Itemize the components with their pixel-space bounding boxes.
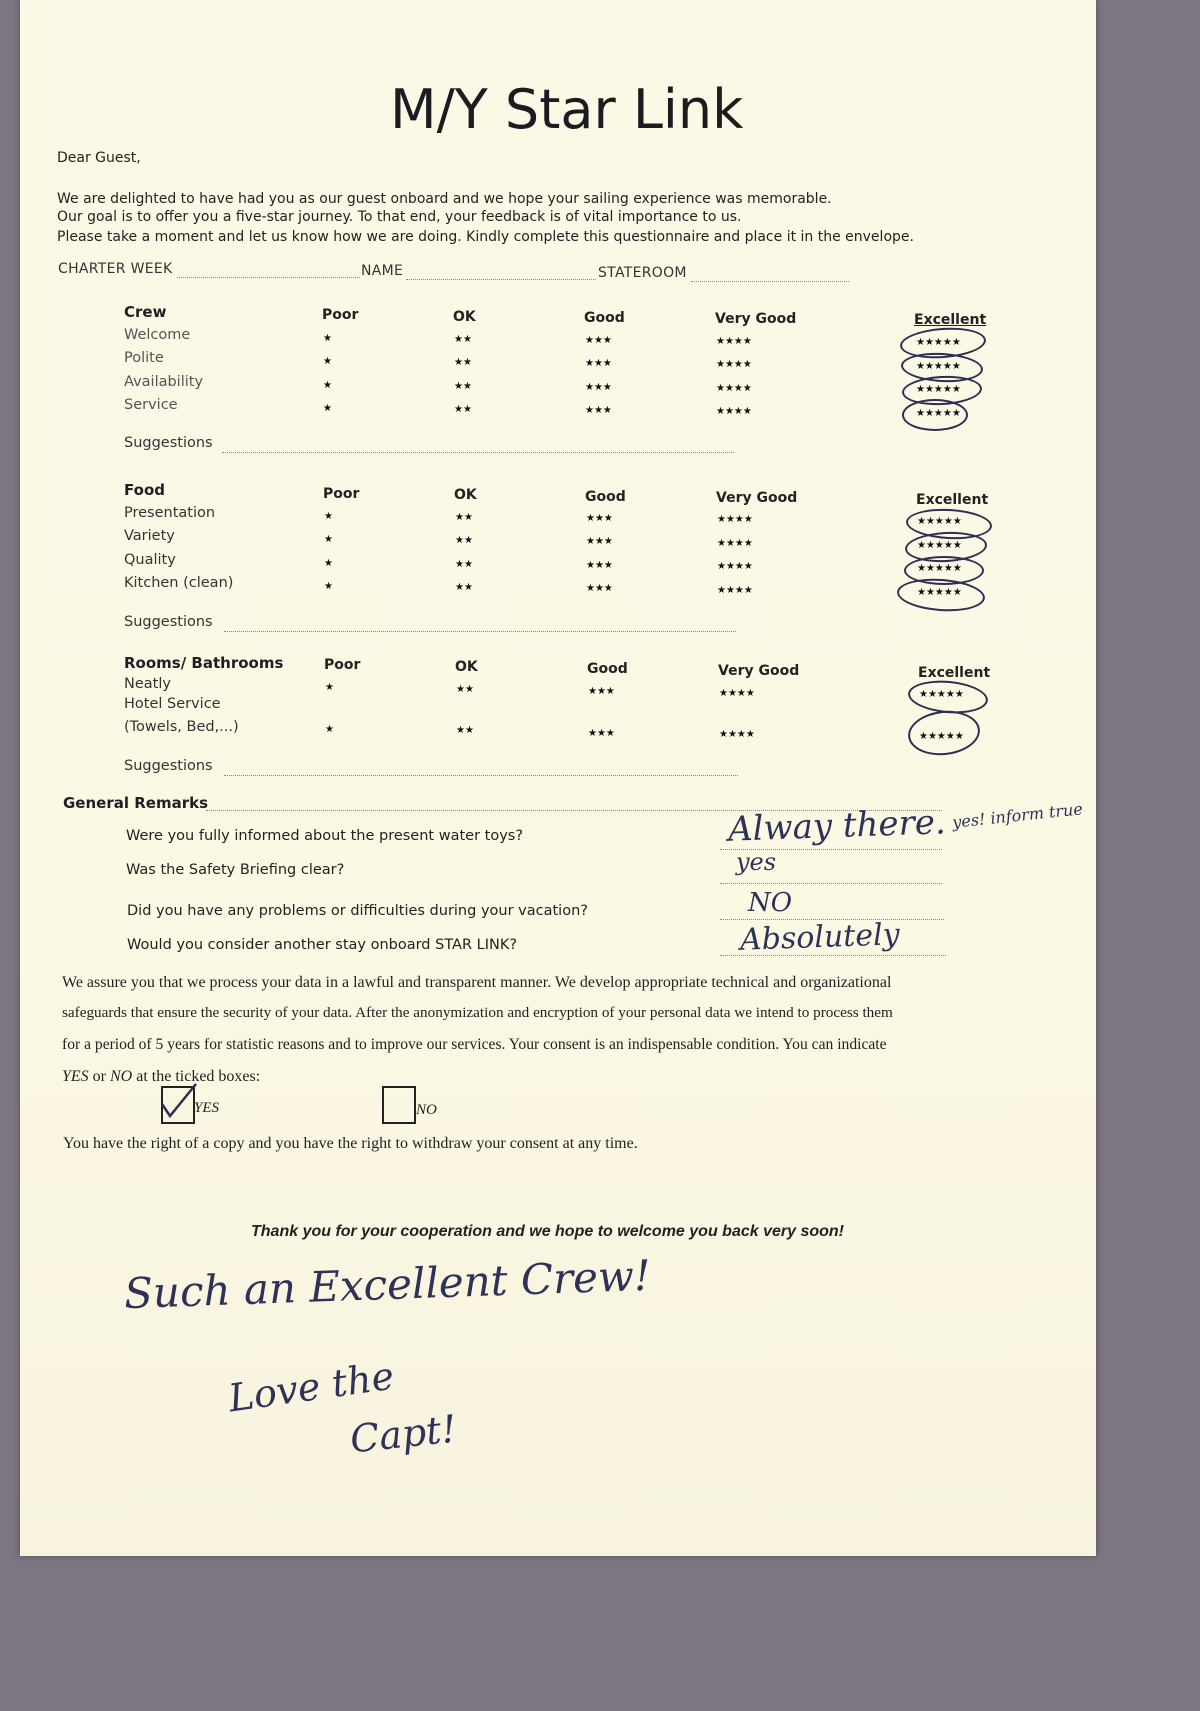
- rooms-col-good: Good: [587, 661, 628, 677]
- questionnaire-sheet: [20, 0, 1096, 1556]
- food-section-title: Food: [124, 481, 165, 499]
- food-quality-good[interactable]: ★★★: [586, 560, 613, 571]
- crew-service-excellent[interactable]: ★★★★★: [916, 408, 961, 419]
- food-col-poor: Poor: [323, 486, 360, 502]
- food-item-presentation: Presentation: [124, 505, 216, 521]
- crew-polite-ok[interactable]: ★★: [454, 357, 472, 368]
- charter-week-field[interactable]: [177, 277, 360, 278]
- food-item-quality: Quality: [124, 552, 176, 568]
- rooms-neatly-very-good[interactable]: ★★★★: [719, 688, 755, 699]
- stateroom-label: STATEROOM: [598, 265, 687, 281]
- crew-suggestions-field[interactable]: [222, 452, 734, 453]
- handwritten-note-crew: Such an Excellent Crew!: [123, 1250, 652, 1319]
- crew-item-service: Service: [124, 397, 178, 413]
- crew-polite-excellent[interactable]: ★★★★★: [916, 361, 961, 372]
- crew-availability-poor[interactable]: ★: [323, 380, 332, 391]
- consent-no-label: NO: [416, 1102, 437, 1118]
- crew-col-very-good: Very Good: [715, 311, 797, 327]
- food-col-good: Good: [585, 489, 626, 505]
- food-kitchen-poor[interactable]: ★: [324, 581, 333, 592]
- crew-availability-good[interactable]: ★★★: [585, 382, 612, 393]
- crew-service-good[interactable]: ★★★: [585, 405, 612, 416]
- consent-yes-label: YES: [194, 1100, 220, 1116]
- answer-safety-briefing-field[interactable]: [720, 883, 942, 884]
- food-suggestions-field[interactable]: [224, 631, 736, 632]
- intro-line-3: Please take a moment and let us know how we are doing. Kindly complete this questionnaire and place it in the envelope.: [57, 229, 914, 245]
- intro-line-1: We are delighted to have had you as our guest onboard and we hope your sailing experience was memorable.: [57, 191, 832, 207]
- rooms-service-selection-circle: [906, 707, 982, 758]
- food-quality-excellent[interactable]: ★★★★★: [917, 563, 962, 574]
- crew-availability-excellent[interactable]: ★★★★★: [916, 384, 961, 395]
- crew-col-poor: Poor: [322, 307, 359, 323]
- food-variety-good[interactable]: ★★★: [586, 536, 613, 547]
- name-label: NAME: [361, 263, 404, 279]
- rooms-service-poor[interactable]: ★: [325, 724, 334, 735]
- crew-item-availability: Availability: [124, 374, 204, 390]
- food-variety-excellent[interactable]: ★★★★★: [917, 540, 962, 551]
- crew-col-good: Good: [584, 310, 625, 326]
- food-variety-ok[interactable]: ★★: [455, 535, 473, 546]
- rooms-neatly-ok[interactable]: ★★: [456, 684, 474, 695]
- privacy-rights: You have the right of a copy and you have the right to withdraw your consent at any time.: [63, 1135, 638, 1152]
- question-problems: Did you have any problems or difficulties during your vacation?: [127, 903, 588, 919]
- rooms-neatly-good[interactable]: ★★★: [588, 686, 615, 697]
- question-another-stay: Would you consider another stay onboard STAR LINK?: [127, 937, 518, 953]
- name-field[interactable]: [406, 279, 596, 280]
- crew-item-polite: Polite: [124, 350, 164, 366]
- food-kitchen-good[interactable]: ★★★: [586, 583, 613, 594]
- rooms-col-poor: Poor: [324, 657, 361, 673]
- rooms-neatly-poor[interactable]: ★: [325, 682, 334, 693]
- rooms-suggestions-field[interactable]: [224, 775, 738, 776]
- intro-line-2: Our goal is to offer you a five-star journey. To that end, your feedback is of vital importance to us.: [57, 209, 742, 225]
- privacy-yes-word: YES: [62, 1068, 89, 1085]
- food-presentation-very-good[interactable]: ★★★★: [717, 514, 753, 525]
- food-presentation-excellent[interactable]: ★★★★★: [917, 516, 962, 527]
- rooms-section-title: Rooms/ Bathrooms: [124, 654, 284, 672]
- crew-availability-very-good[interactable]: ★★★★: [716, 383, 752, 394]
- rooms-item-towels-bed: (Towels, Bed,...): [124, 719, 239, 735]
- food-variety-very-good[interactable]: ★★★★: [717, 538, 753, 549]
- food-presentation-good[interactable]: ★★★: [586, 513, 613, 524]
- food-quality-ok[interactable]: ★★: [455, 559, 473, 570]
- rooms-col-excellent: Excellent: [918, 665, 991, 681]
- crew-service-ok[interactable]: ★★: [454, 404, 472, 415]
- greeting: Dear Guest,: [57, 150, 141, 166]
- food-quality-poor[interactable]: ★: [324, 558, 333, 569]
- question-safety-briefing: Was the Safety Briefing clear?: [126, 862, 345, 878]
- rooms-neatly-excellent[interactable]: ★★★★★: [919, 689, 964, 700]
- crew-polite-poor[interactable]: ★: [323, 356, 332, 367]
- crew-welcome-excellent[interactable]: ★★★★★: [916, 337, 961, 348]
- privacy-line-2: safeguards that ensure the security of your data. After the anonymization and encryption of your personal data we intend to process them: [62, 1004, 893, 1021]
- crew-col-ok: OK: [453, 309, 476, 325]
- rooms-col-ok: OK: [455, 659, 478, 675]
- food-variety-poor[interactable]: ★: [324, 534, 333, 545]
- handwritten-note-capt: Capt!: [347, 1406, 459, 1462]
- rooms-service-very-good[interactable]: ★★★★: [719, 729, 755, 740]
- crew-col-excellent: Excellent: [914, 312, 987, 328]
- food-presentation-poor[interactable]: ★: [324, 511, 333, 522]
- privacy-tail: at the ticked boxes:: [132, 1068, 261, 1085]
- handwritten-answer-problems: NO: [748, 888, 793, 918]
- charter-week-label: CHARTER WEEK: [58, 261, 173, 277]
- handwritten-note-love: Love the: [225, 1353, 397, 1421]
- crew-service-very-good[interactable]: ★★★★: [716, 406, 752, 417]
- crew-polite-very-good[interactable]: ★★★★: [716, 359, 752, 370]
- general-remarks-title: General Remarks: [63, 794, 208, 812]
- handwritten-margin-note: yes! inform true: [951, 799, 1084, 832]
- page-title: M/Y Star Link: [390, 78, 744, 141]
- food-presentation-ok[interactable]: ★★: [455, 512, 473, 523]
- food-quality-very-good[interactable]: ★★★★: [717, 561, 753, 572]
- rooms-col-very-good: Very Good: [718, 663, 800, 679]
- food-item-variety: Variety: [124, 528, 175, 544]
- stateroom-field[interactable]: [691, 281, 849, 282]
- rooms-service-good[interactable]: ★★★: [588, 728, 615, 739]
- privacy-no-word: NO: [110, 1068, 133, 1085]
- crew-polite-good[interactable]: ★★★: [585, 358, 612, 369]
- privacy-line-1: We assure you that we process your data in a lawful and transparent manner. We develop appropriate technical and organizational: [62, 974, 892, 991]
- rooms-item-neatly: Neatly: [124, 676, 171, 692]
- question-water-toys: Were you fully informed about the present water toys?: [126, 828, 524, 844]
- thank-you-note: Thank you for your cooperation and we hope to welcome you back very soon!: [251, 1223, 844, 1240]
- rooms-service-excellent[interactable]: ★★★★★: [919, 731, 964, 742]
- food-kitchen-excellent[interactable]: ★★★★★: [917, 587, 962, 598]
- food-col-ok: OK: [454, 487, 477, 503]
- handwritten-answer-another-stay: Absolutely: [739, 917, 901, 958]
- crew-welcome-good[interactable]: ★★★: [585, 335, 612, 346]
- crew-suggestions-label: Suggestions: [124, 435, 213, 451]
- privacy-line-3: for a period of 5 years for statistic reasons and to improve our services. Your consent is an indispensable condition. You can indicate: [62, 1036, 887, 1053]
- food-kitchen-selection-circle: [896, 576, 986, 614]
- rooms-item-hotel-service: Hotel Service: [124, 696, 221, 712]
- food-col-very-good: Very Good: [716, 490, 798, 506]
- food-kitchen-ok[interactable]: ★★: [455, 582, 473, 593]
- food-item-kitchen: Kitchen (clean): [124, 575, 234, 591]
- rooms-service-ok[interactable]: ★★: [456, 725, 474, 736]
- food-kitchen-very-good[interactable]: ★★★★: [717, 585, 753, 596]
- crew-section-title: Crew: [124, 303, 167, 321]
- crew-welcome-poor[interactable]: ★: [323, 333, 332, 344]
- crew-welcome-ok[interactable]: ★★: [454, 334, 472, 345]
- crew-item-welcome: Welcome: [124, 327, 191, 343]
- food-suggestions-label: Suggestions: [124, 614, 213, 630]
- crew-availability-ok[interactable]: ★★: [454, 381, 472, 392]
- handwritten-answer-safety: yes: [736, 848, 777, 876]
- rooms-suggestions-label: Suggestions: [124, 758, 213, 774]
- food-col-excellent: Excellent: [916, 492, 989, 508]
- crew-welcome-very-good[interactable]: ★★★★: [716, 336, 752, 347]
- privacy-or-word: or: [88, 1068, 110, 1085]
- handwritten-answer-water-toys: Alway there.: [727, 802, 947, 850]
- consent-no-checkbox[interactable]: [382, 1086, 416, 1124]
- crew-service-selection-circle: [902, 399, 968, 431]
- crew-service-poor[interactable]: ★: [323, 403, 332, 414]
